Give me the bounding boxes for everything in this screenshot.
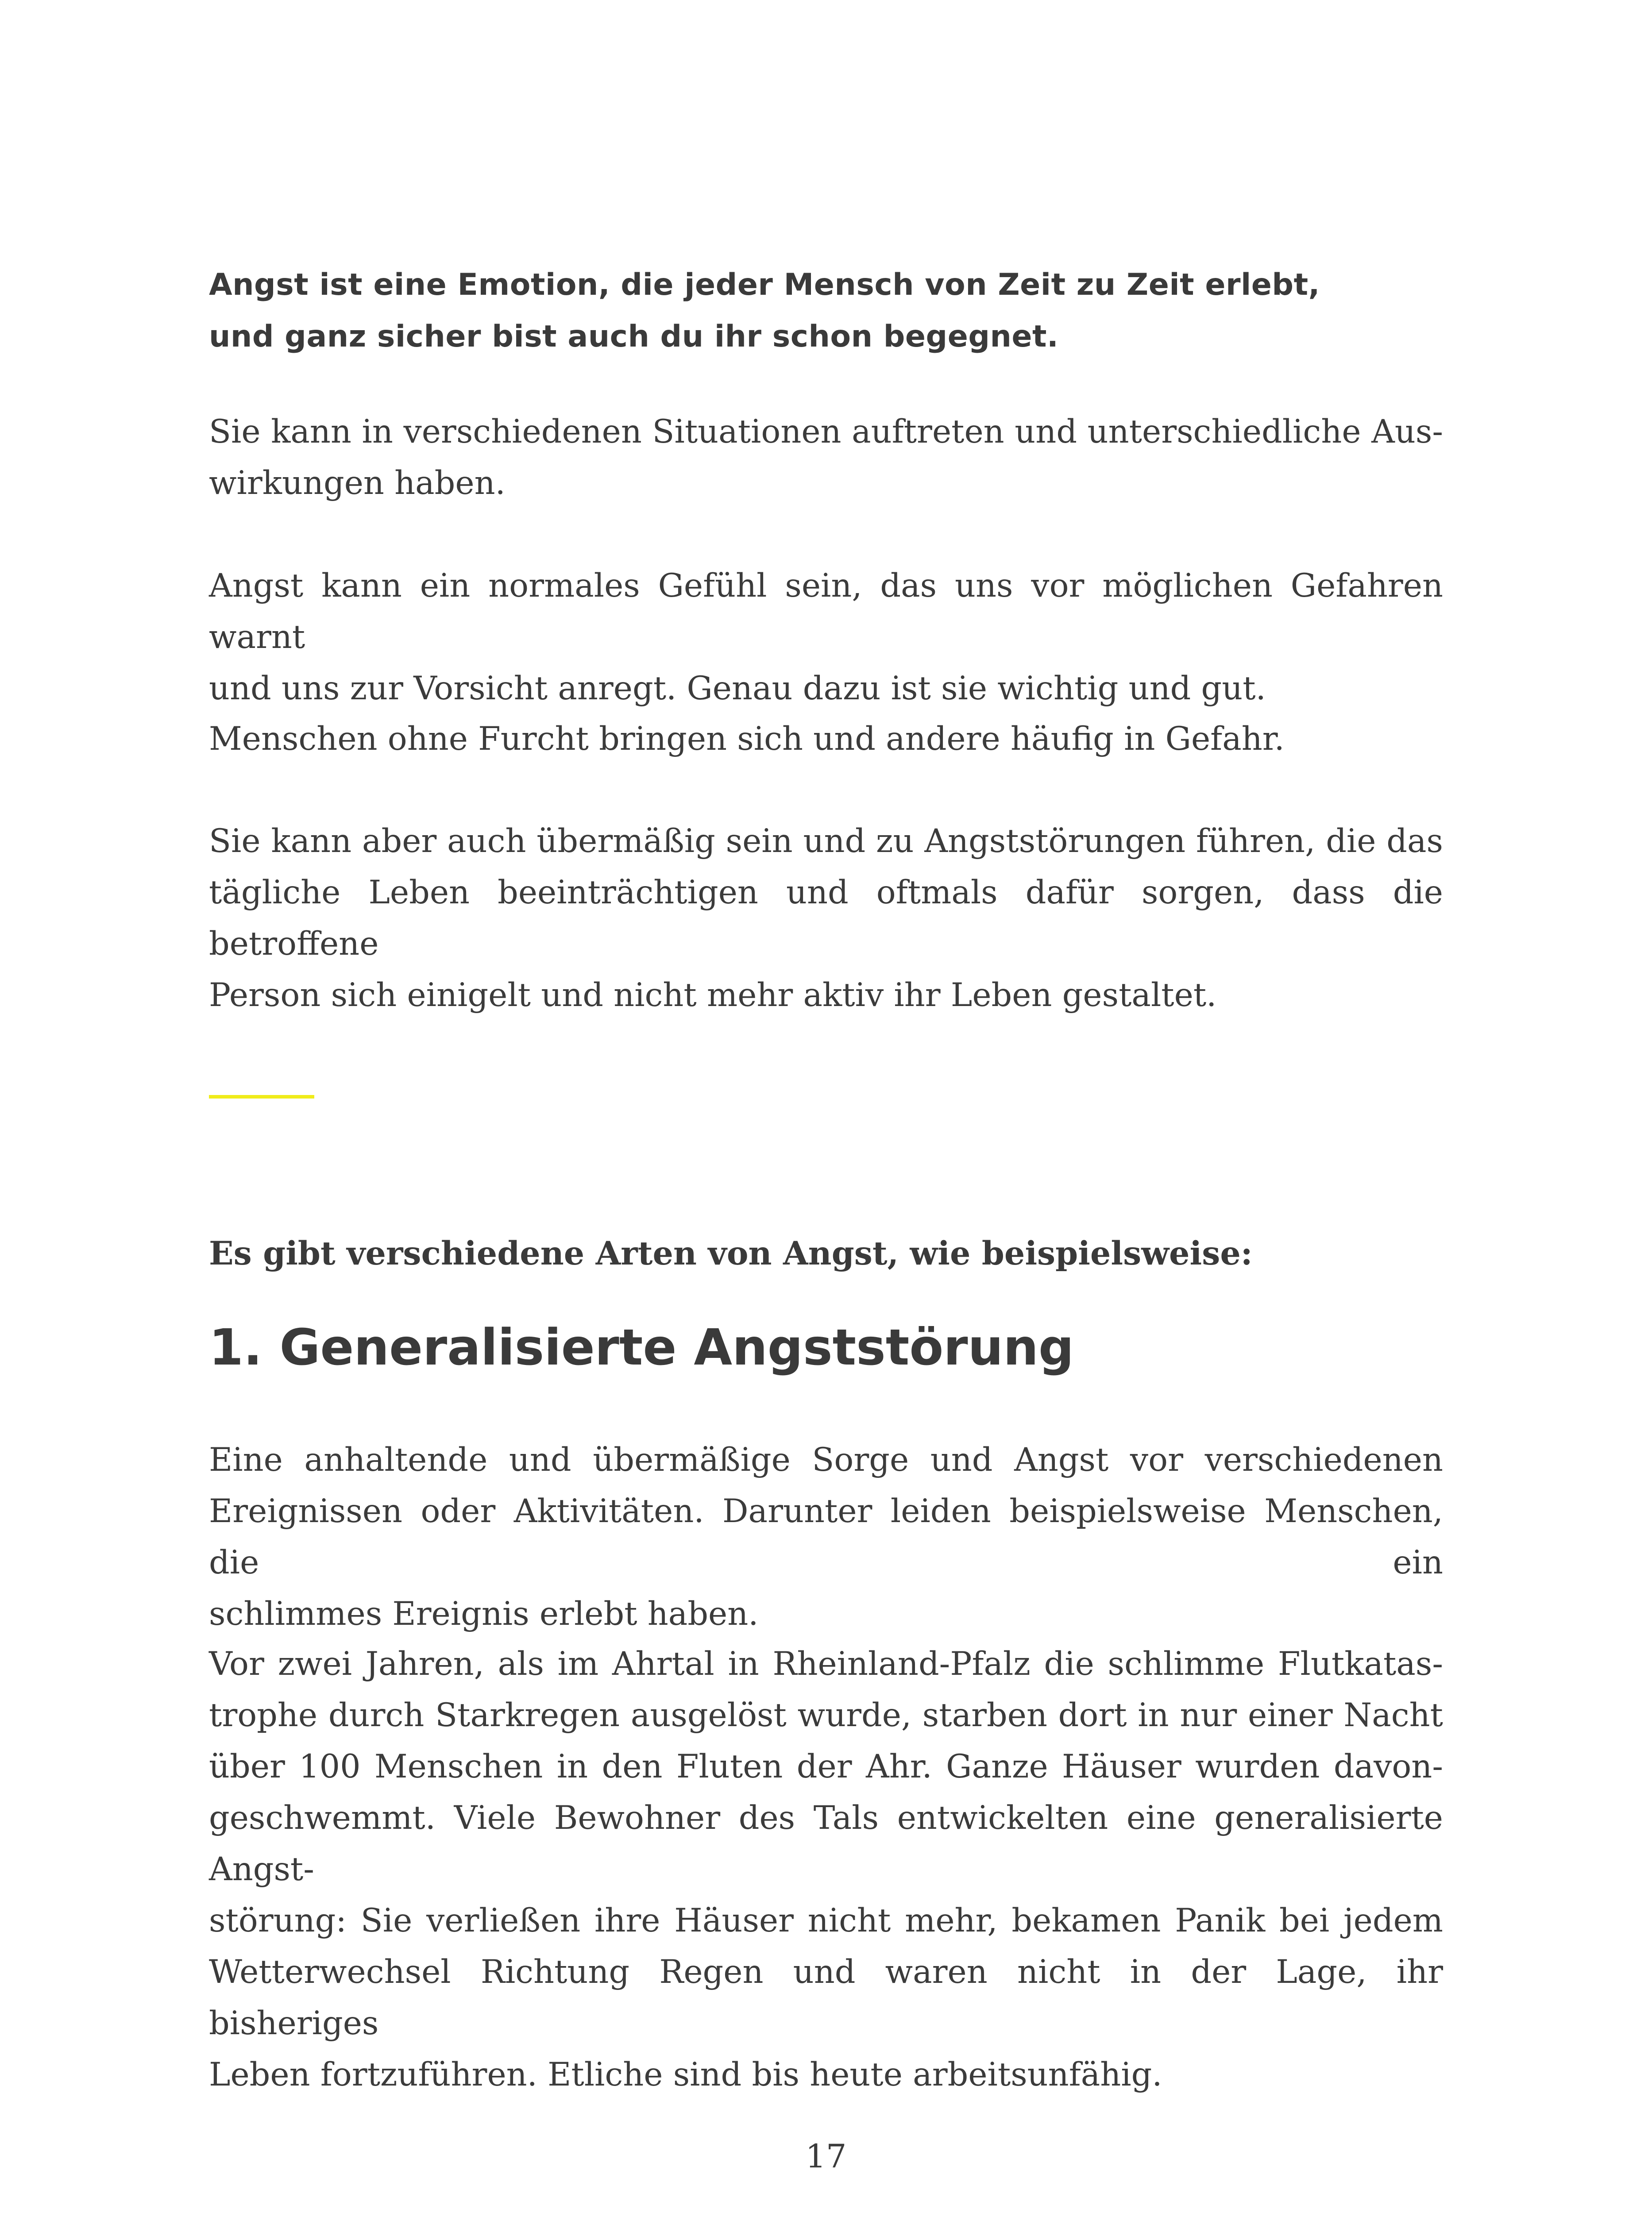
text-line: störung: Sie verließen ihre Häuser nicht mehr, bekamen Panik bei jedem (209, 1902, 1443, 1939)
text-line: Angst kann ein normales Gefühl sein, das uns vor möglichen Gefahren warnt (209, 567, 1443, 656)
text-line: Sie kann aber auch übermäßig sein und zu Angststörungen führen, die das (209, 822, 1443, 860)
section-intro: Es gibt verschiedene Arten von Angst, wie beispielsweise: (209, 1234, 1253, 1272)
text-line: trophe durch Starkregen ausgelöst wurde, starben dort in nur einer Nacht (209, 1696, 1443, 1734)
text-line: Vor zwei Jahren, als im Ahrtal in Rheinland-Pfalz die schlimme Flutkatas- (209, 1645, 1443, 1683)
text-line: Eine anhaltende und übermäßige Sorge und Angst vor verschiedenen (209, 1441, 1443, 1479)
lead-line: Angst ist eine Emotion, die jeder Mensch von Zeit zu Zeit erlebt, (209, 267, 1320, 302)
lead-paragraph (209, 259, 1443, 362)
paragraph-excessive (209, 816, 1443, 1021)
text-line: geschwemmt. Viele Bewohner des Tals entwickelten eine generalisierte Angst- (209, 1799, 1443, 1888)
page-number: 17 (805, 2138, 847, 2175)
text-line: Menschen ohne Furcht bringen sich und andere häufig in Gefahr. (209, 720, 1285, 758)
text-line: Sie kann in verschiedenen Situationen auftreten und unterschiedliche Aus- (209, 413, 1443, 451)
text-line: Leben fortzuführen. Etliche sind bis heute arbeitsunfähig. (209, 2056, 1162, 2093)
text-line: wirkungen haben. (209, 464, 506, 502)
text-line: Person sich einigelt und nicht mehr aktiv ihr Leben gestaltet. (209, 976, 1217, 1014)
paragraph-ahrtal-example (209, 1639, 1443, 2101)
text-line: Ereignissen oder Aktivitäten. Darunter leiden beispielsweise Menschen, die ein (209, 1492, 1443, 1581)
text-line: über 100 Menschen in den Fluten der Ahr. Ganze Häuser wurden davon- (209, 1748, 1443, 1785)
paragraph-normal-feeling (209, 560, 1443, 714)
text-line: tägliche Leben beeinträchtigen und oftmals dafür sorgen, dass die betroffene (209, 874, 1443, 963)
section-heading: 1. Generalisierte Angststörung (209, 1319, 1074, 1376)
lead-line: und ganz sicher bist auch du ihr schon begegnet. (209, 319, 1059, 354)
page-content (209, 0, 1443, 2213)
text-line: und uns zur Vorsicht anregt. Genau dazu ist sie wichtig und gut. (209, 670, 1266, 707)
text-line: Wetterwechsel Richtung Regen und waren nicht in der Lage, ihr bisheriges (209, 1953, 1443, 2042)
text-line: schlimmes Ereignis erlebt haben. (209, 1595, 759, 1633)
paragraph-without-fear (209, 713, 1443, 765)
accent-divider (209, 1095, 314, 1099)
paragraph-definition (209, 1434, 1443, 1640)
paragraph-situations (209, 406, 1443, 509)
